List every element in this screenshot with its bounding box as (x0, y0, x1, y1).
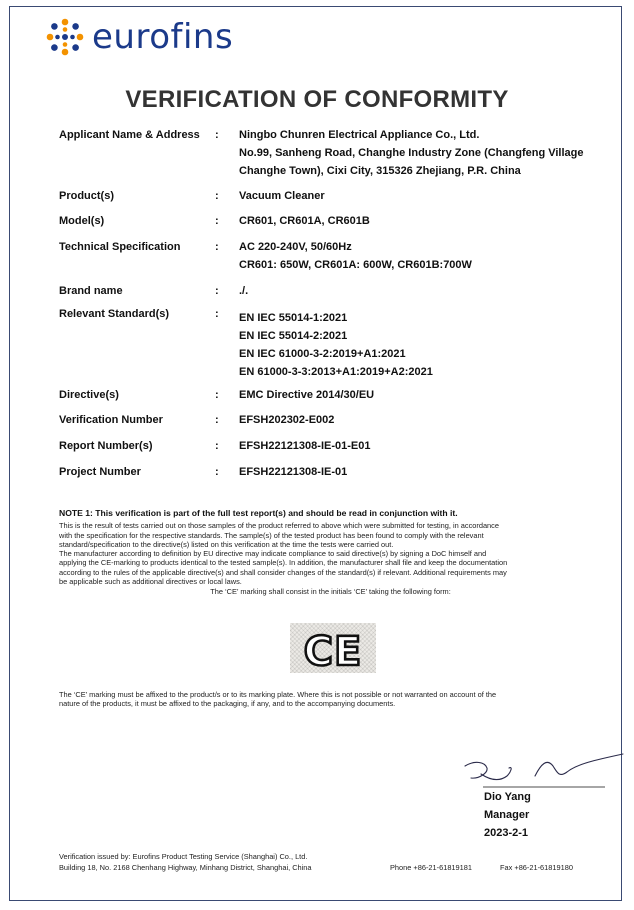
signatory-title: Manager (484, 809, 530, 821)
value-line: Vacuum Cleaner (239, 190, 325, 202)
footer-issued-by: Verification issued by: Eurofins Product Testing Service (Shanghai) Co., Ltd. (59, 852, 308, 861)
value-line: EMC Directive 2014/30/EU (239, 389, 375, 401)
eurofins-logo (44, 14, 233, 60)
field-value (239, 126, 619, 180)
field-label: Technical Specification (59, 241, 181, 253)
field-colon: : (215, 129, 219, 141)
note-line: This is the result of tests carried out on those samples of the product referred to above which were submitted for testing, in accordance (59, 521, 499, 531)
signatory-name: Dio Yang (484, 791, 531, 803)
note-paragraph-2 (59, 549, 602, 586)
note-section (59, 509, 602, 597)
field-label: Product(s) (59, 190, 114, 202)
footer-phone: Phone +86-21-61819181 (390, 863, 472, 872)
field-colon: : (215, 190, 219, 202)
field-value (239, 411, 619, 429)
field-label: Model(s) (59, 215, 105, 227)
field-value (239, 212, 619, 230)
field-label: Verification Number (59, 414, 163, 426)
field-value (239, 309, 619, 381)
field-value (239, 386, 619, 404)
value-line: EFSH22121308-IE-01-E01 (239, 440, 371, 452)
value-line: No.99, Sanheng Road, Changhe Industry Zone (Changfeng Village (239, 147, 584, 159)
field-value (239, 187, 619, 205)
ce-mark (290, 623, 376, 673)
field-value (239, 463, 619, 481)
field-colon: : (215, 241, 219, 253)
note-line: nature of the products, it must be affixed to the packaging, if any, and to the accompanying documents. (59, 699, 396, 709)
ce-outro (59, 690, 602, 709)
value-line: Ningbo Chunren Electrical Appliance Co., Ltd. (239, 129, 480, 141)
field-label: Report Number(s) (59, 440, 153, 452)
field-value (239, 282, 619, 300)
value-line: Changhe Town), Cixi City, 315326 Zhejiang, P.R. China (239, 165, 521, 177)
value-line: AC 220-240V, 50/60Hz (239, 241, 352, 253)
note-heading: NOTE 1: This verification is part of the full test report(s) and should be read in conjunction with it. (59, 508, 458, 518)
document-title: VERIFICATION OF CONFORMITY (125, 86, 509, 113)
field-colon: : (215, 440, 219, 452)
brand-name: eurofins (92, 17, 234, 57)
signatory-date: 2023-2-1 (484, 827, 529, 839)
note-line: The manufacturer according to definition by EU directive may indicate compliance to said directive(s) by signing a DoC himself and (59, 549, 487, 559)
ce-mark-icon (290, 623, 376, 673)
value-line: EN IEC 55014-2:2021 (239, 330, 348, 342)
note-line: be applicable such as additional directives or local laws. (59, 577, 242, 587)
field-colon: : (215, 414, 219, 426)
field-value (239, 238, 619, 274)
note-paragraph-1 (59, 521, 602, 549)
eurofins-logo-icon (44, 16, 86, 58)
field-label: Directive(s) (59, 389, 119, 401)
signature (455, 748, 630, 790)
field-colon: : (215, 308, 219, 320)
field-label: Applicant Name & Address (59, 129, 200, 141)
field-label: Relevant Standard(s) (59, 308, 170, 320)
value-line: EN 61000-3-3:2013+A1:2019+A2:2021 (239, 366, 433, 378)
field-colon: : (215, 466, 219, 478)
footer-address: Building 18, No. 2168 Chenhang Highway, Minhang District, Shanghai, China (59, 863, 312, 872)
value-line: EFSH202302-E002 (239, 414, 335, 426)
note-line: according to the rules of the applicable directive(s) and shall consider changes of the standard(s) if relevant. Additional requirements may (59, 567, 507, 577)
field-value (239, 437, 619, 455)
field-label: Brand name (59, 285, 123, 297)
ce-intro: The ‘CE’ marking shall consist in the initials ‘CE’ taking the following form: (210, 587, 451, 597)
note-line: standard/specification to the directive(s) listed on this verification at the time the tests were carried out. (59, 539, 394, 549)
value-line: ./. (239, 285, 249, 297)
note-line: applying the CE-marking to products identical to the tested sample(s). In addition, the manufacturer shall file and keep the documentation (59, 558, 508, 568)
field-colon: : (215, 285, 219, 297)
field-colon: : (215, 389, 219, 401)
field-colon: : (215, 215, 219, 227)
value-line: CR601: 650W, CR601A: 600W, CR601B:700W (239, 259, 472, 271)
value-line: EN IEC 61000-3-2:2019+A1:2021 (239, 348, 406, 360)
value-line: EN IEC 55014-1:2021 (239, 312, 348, 324)
ce-mark-text: CE (303, 629, 363, 673)
value-line: CR601, CR601A, CR601B (239, 215, 370, 227)
note-line: The ‘CE’ marking must be affixed to the product/s or to its marking plate. Where this is not possible or not warranted on account of the (59, 690, 497, 699)
value-line: EFSH22121308-IE-01 (239, 466, 348, 478)
field-label: Project Number (59, 466, 141, 478)
footer-fax: Fax +86-21-61819180 (500, 863, 573, 872)
note-line: with the specification for the respective standards. The sample(s) of the tested product has been found to comply with the relevant (59, 530, 484, 540)
